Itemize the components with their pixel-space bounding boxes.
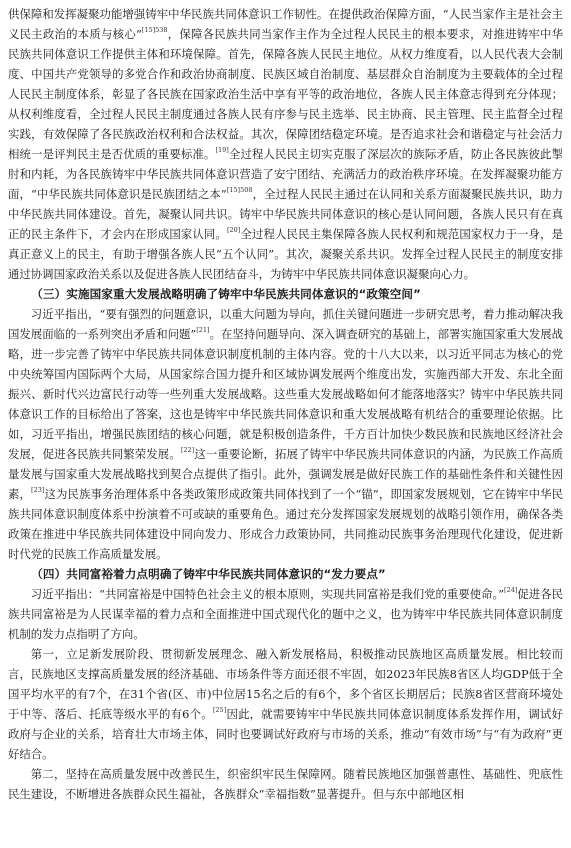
- section-heading-4: （四）共同富裕着力点明确了铸牢中华民族共同体意识的“发力要点”: [31, 567, 386, 581]
- paragraph-text: ，全过程人民民主通过在认同和关系方面凝聚民族共识，助力中华民族共同体建设。首先，凝聚认同共识。铸牢中华民族共同体意识的核心是认同问题，各族人民只有在真正的民主条件下，才会内在形成国家认同。: [8, 187, 563, 241]
- paragraph-text: 供保障和发挥凝聚功能增强铸牢中华民族共同体意识工作韧性。在提供政治保障方面，“人民当家作主是社会主义民主政治的本质与核心”: [8, 7, 563, 41]
- paragraph-text: 促进各民族共同富裕是为人民谋幸福的着力点和全面推进中国式现代化的题中之义，也为铸牢中华民族共同体意识制度机制的发力点指明了方向。: [8, 587, 563, 641]
- paragraph-5: [8, 764, 563, 804]
- paragraph-text: 习近平指出，“要有强烈的问题意识，以重大问题为导向，抓住关键问题进一步研究思考，着力推动解决我国发展面临的一系列突出矛盾和问题”: [8, 307, 563, 341]
- paragraph-text: 全过程人民民主切实克服了深层次的族际矛盾，防止各民族彼此掣肘和内耗，为各民族铸牢中华民族共同体意识营造了安宁团结、充满活力的政治秩序环境。在发挥凝聚功能方面，“中华民族共同体意识是民族团结之本”: [8, 147, 563, 201]
- paragraph-text: 因此，就需要铸牢中华民族共同体意识制度体系发挥作用，调试好政府与企业的关系，培育壮大市场主体，同时也要调试好政府与市场的关系，推动“有效市场”与“有为政府”更好结合。: [8, 707, 563, 761]
- paragraph-text: 习近平指出：“共同富裕是中国特色社会主义的根本原则，实现共同富裕是我们党的重要使命。”: [30, 587, 505, 601]
- paragraph-text: 全过程人民民主集保障各族人民权利和规范国家权力于一身，是真正意义上的民主，有助于增强各族人民“五个认同”。其次，凝聚关系共识。发挥全过程人民民主的制度安排通过协调国家政治关系以及促进各族人民团结奋斗，为铸牢中华民族共同体意识凝聚向心力。: [8, 227, 563, 281]
- citation-ref: [15]538: [141, 26, 168, 34]
- citation-ref: [23]: [31, 486, 45, 494]
- paragraph-1: [8, 4, 563, 284]
- citation-ref: [19]: [215, 146, 229, 154]
- paragraph-text: ，保障各民族共同当家作主作为全过程人民民主的根本要求，对推进铸牢中华民族共同体意识工作提供主体和环境保障。首先，保障各族人民民主地位。从权力维度看，以人民代表大会制度、中国共产党领导的多党合作和政治协商制度、民族区域自治制度、基层群众自治制度为主要载体的全过程人民民主制度体系，彰显了各民族在国家政治生活中享有平等的政治地位，各族人民主体意志得到充分体现；从权利维度看，全过程人民民主制度通过各族人民有序参与民主选举、民主协商、民主管理、民主监督全过程实践，有效保障了各民族政治权利和合法权益。其次，保障团结稳定环境。是否追求社会和谐稳定与社会活力相统一是评判民主是否优质的重要标准。: [8, 27, 563, 161]
- citation-ref: [22]: [180, 446, 195, 454]
- paragraph-2: [8, 304, 563, 564]
- citation-ref: [15]508: [226, 186, 253, 194]
- paragraph-text: 第一，立足新发展阶段、贯彻新发展理念、融入新发展格局，积极推动民族地区高质量发展。相比较而言，民族地区支撑高质量发展的经济基础、市场条件等方面还很不牢固，如2023年民族8省区人均GDP低于全国平均水平的有7个，在31个省(区、市)中位居15名之后的有6个，多个省区长期居后；民族8省区营商环境处于中等、落后、托底等级水平的有6个。: [8, 647, 563, 721]
- paragraph-text: 。在坚持问题导向、深入调查研究的基础上，部署实施国家重大发展战略，进一步完善了铸牢中华民族共同体意识制度机制的主体内容。党的十八大以来，以习近平同志为核心的党中央统筹国内国际两个大局，从国家综合国力提升和区域协调发展两个维度出发，实施西部大开发、东北全面振兴、新时代兴边富民行动等一些列重大发展战略。这些重大发展战略如何才能落地落实？铸牢中华民族共同体意识工作的目标给出了答案，这也是铸牢中华民族共同体意识和重大发展战略有机结合的重要理论依据。比如，习近平指出，增强民族团结的核心问题，就是积极创造条件，千方百计加快少数民族和民族地区经济社会发展，促进各民族共同繁荣发展。: [8, 327, 563, 461]
- citation-ref: [25]: [212, 706, 227, 714]
- citation-ref: [21]: [196, 326, 210, 334]
- citation-ref: [24]: [504, 586, 518, 594]
- section-heading-3: （三）实施国家重大发展战略明确了铸牢中华民族共同体意识的“政策空间”: [31, 287, 421, 301]
- paragraph-text: 这一重要论断，拓展了铸牢中华民族共同体意识的内涵，为民族工作高质量发展与国家重大发展战略找到契合点提供了指引。此外，强调发展是做好民族工作的基础性条件和关键性因素，: [8, 447, 563, 501]
- paragraph-4: [8, 644, 563, 764]
- paragraph-text: 这为民族事务治理体系中各类政策形成政策共同体找到了一个“锚”，即国家发展规划，它在铸牢中华民族共同体意识制度体系中扮演着不可或缺的重要角色。通过充分发挥国家发展规划的战略引领作用，确保各类政策在推进中华民族共同体建设中同向发力、形成合力政策协同，共同推动民族事务治理现代化建设，促进新时代党的民族工作高质量发展。: [8, 487, 563, 561]
- citation-ref: [20]: [226, 226, 241, 234]
- paragraph-3: [8, 584, 563, 644]
- paragraph-text: 第二，坚持在高质量发展中改善民生，织密织牢民生保障网。随着民族地区加强普惠性、基础性、兜底性民生建设，不断增进各族群众民生福祉，各族群众“幸福指数”显著提升。但与东中部地区相: [8, 767, 563, 801]
